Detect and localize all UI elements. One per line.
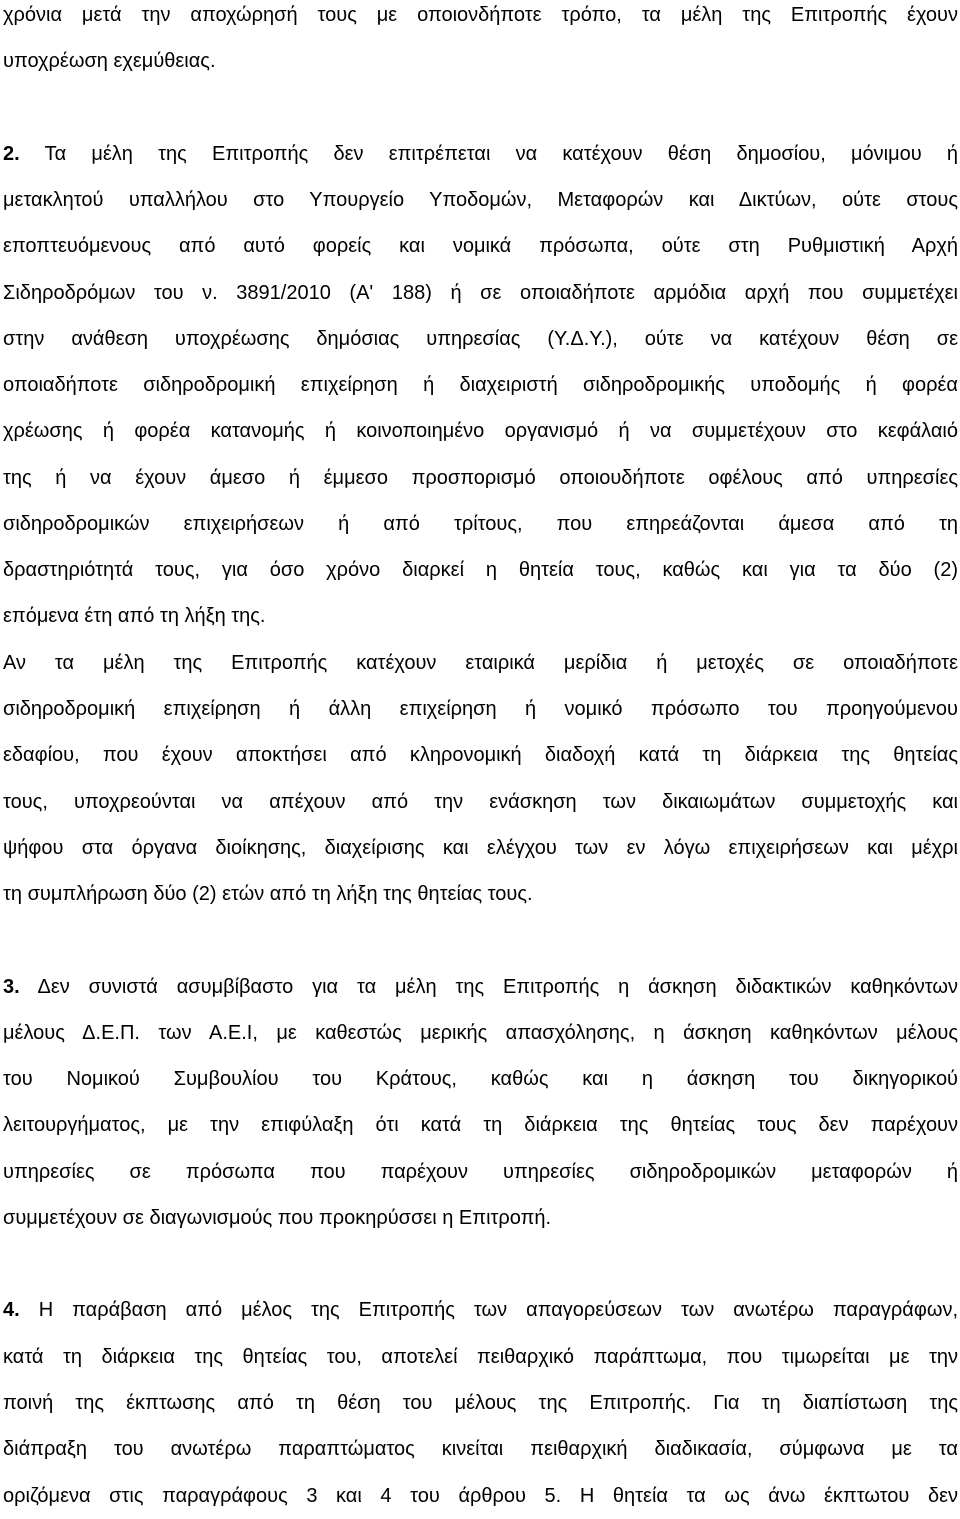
text-line: κατά τη διάρκεια της θητείας του, αποτελεί πειθαρχικό παράπτωμα, που τιμωρείται με την [3,1345,958,1368]
text-line: σιδηροδρομικών επιχειρήσεων ή από τρίτους, που επηρεάζονται άμεσα από τη [3,512,958,535]
paragraph-number: 4. [3,1299,20,1322]
text-line: δραστηριότητά τους, για όσο χρόνο διαρκεί η θητεία τους, καθώς και για τα δύο (2) [3,559,958,582]
document-page [3,0,958,1510]
paragraph-continuation [3,0,958,85]
text-line: χρόνια μετά την αποχώρησή τους με οποιονδήποτε τρόπο, τα μέλη της Επιτροπής έχουν [3,4,958,26]
paragraph-number: 3. [3,975,20,998]
text-line: Αν τα μέλη της Επιτροπής κατέχουν εταιρικά μερίδια ή μετοχές σε οποιαδήποτε [3,651,958,674]
text-line: τους, υποχρεούνται να απέχουν από την ενάσκηση των δικαιωμάτων συμμετοχής και [3,790,958,813]
paragraph-number: 2. [3,142,20,165]
paragraph-2 [3,131,958,640]
text-line [3,1287,958,1333]
text-line [3,964,958,1010]
text-line: συμμετέχουν σε διαγωνισμούς που προκηρύσσει η Επιτροπή. [3,1206,552,1229]
text-line: λειτουργήματος, με την επιφύλαξη ότι κατά τη διάρκεια της θητείας τους δεν παρέχουν [3,1114,958,1137]
text-line: μετακλητού υπαλλήλου στο Υπουργείο Υποδομών, Μεταφορών και Δικτύων, ούτε στους [3,189,958,212]
text-line: διάπραξη του ανωτέρω παραπτώματος κινείται πειθαρχική διαδικασία, σύμφωνα με τα [3,1438,958,1461]
text-line: του Νομικού Συμβουλίου του Κράτους, καθώς και η άσκηση του δικηγορικού [3,1068,958,1091]
text-line: τη συμπλήρωση δύο (2) ετών από τη λήξη της θητείας τους. [3,883,533,906]
text-line: υπηρεσίες σε πρόσωπα που παρέχουν υπηρεσίες σιδηροδρομικών μεταφορών ή [3,1160,958,1183]
paragraph-4 [3,1287,958,1509]
paragraph-2-subparagraph [3,640,958,918]
text-line: στην ανάθεση υποχρέωσης δημόσιας υπηρεσίας (Υ.Δ.Υ.), ούτε να κατέχουν θέση σε [3,327,958,350]
text-line [3,131,958,177]
text-line: χρέωσης ή φορέα κατανομής ή κοινοποιημένο οργανισμό ή να συμμετέχουν στο κεφάλαιό [3,420,958,443]
text-line-body: Δεν συνιστά ασυμβίβαστο για τα μέλη της Επιτροπής η άσκηση διδακτικών καθηκόντων [37,975,959,998]
text-line-body: Η παράβαση από μέλος της Επιτροπής των απαγορεύσεων των ανωτέρω παραγράφων, [38,1299,959,1322]
text-line: οποιαδήποτε σιδηροδρομική επιχείρηση ή διαχειριστή σιδηροδρομικής υποδομής ή φορέα [3,374,958,397]
text-line: υποχρέωση εχεμύθειας. [3,50,216,73]
text-line: εποπτευόμενους από αυτό φορείς και νομικά πρόσωπα, ούτε στη Ρυθμιστική Αρχή [3,235,958,258]
text-line: ψήφου στα όργανα διοίκησης, διαχείρισης και ελέγχου των εν λόγω επιχειρήσεων και μέχρι [3,836,958,859]
text-line: Σιδηροδρόμων του ν. 3891/2010 (Α' 188) ή σε οποιαδήποτε αρμόδια αρχή που συμμετέχει [3,281,958,304]
paragraph-3 [3,964,958,1242]
text-line: επόμενα έτη από τη λήξη της. [3,605,266,628]
text-line: ποινή της έκπτωσης από τη θέση του μέλους της Επιτροπής. Για τη διαπίστωση της [3,1391,958,1414]
text-line: σιδηροδρομική επιχείρηση ή άλλη επιχείρηση ή νομικό πρόσωπο του προηγούμενου [3,697,958,720]
text-line-body: Τα μέλη της Επιτροπής δεν επιτρέπεται να κατέχουν θέση δημοσίου, μόνιμου ή [44,142,958,165]
text-line: μέλους Δ.Ε.Π. των Α.Ε.Ι, με καθεστώς μερικής απασχόλησης, η άσκηση καθηκόντων μέλους [3,1021,958,1044]
text-line: οριζόμενα στις παραγράφους 3 και 4 του άρθρου 5. Η θητεία τα ως άνω έκπτωτου δεν [3,1484,958,1507]
text-line: εδαφίου, που έχουν αποκτήσει από κληρονομική διαδοχή κατά τη διάρκεια της θητείας [3,744,958,767]
text-line: της ή να έχουν άμεσο ή έμμεσο προσπορισμό οποιουδήποτε οφέλους από υπηρεσίες [3,466,958,489]
